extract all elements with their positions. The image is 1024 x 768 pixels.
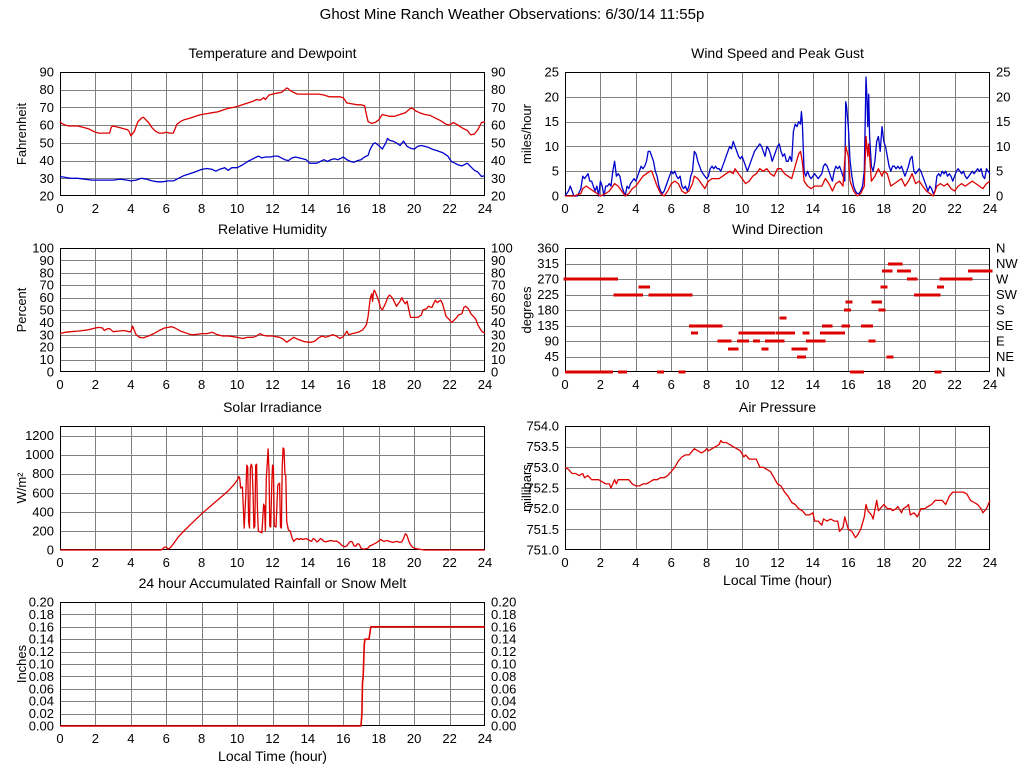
x-tick-label: 20 xyxy=(406,377,422,392)
y-tick-label-right: 80 xyxy=(491,265,506,281)
x-tick-label: 14 xyxy=(300,731,316,746)
y-axis-label: W/m² xyxy=(14,472,29,504)
x-tick-label: 8 xyxy=(703,555,711,570)
x-tick-label: 18 xyxy=(876,555,891,570)
x-tick-label: 18 xyxy=(371,201,386,216)
chart-title: Relative Humidity xyxy=(218,221,327,237)
x-tick-label: 24 xyxy=(477,201,493,216)
y-tick-label: 70 xyxy=(39,277,54,293)
y-tick-label: 315 xyxy=(537,256,559,271)
y-tick-label-right: 0.16 xyxy=(491,619,517,635)
y-tick-label: 0 xyxy=(46,542,54,558)
y-tick-label: 752.5 xyxy=(526,480,559,496)
y-tick-label-right: 0.08 xyxy=(491,668,517,684)
y-tick-label: 200 xyxy=(32,523,54,539)
y-axis-label: degrees xyxy=(519,286,534,334)
x-tick-label: 22 xyxy=(947,555,962,570)
x-tick-label: 8 xyxy=(198,201,206,216)
y-tick-label-right: 80 xyxy=(491,82,506,98)
x-tick-label: 4 xyxy=(632,201,640,216)
plot-area xyxy=(39,64,506,216)
y-tick-label-right: 30 xyxy=(491,327,506,343)
x-tick-label: 0 xyxy=(56,201,64,216)
x-tick-label: 22 xyxy=(442,377,457,392)
x-tick-label: 22 xyxy=(947,377,962,392)
plot-area xyxy=(25,426,493,570)
y-tick-label: 753.0 xyxy=(526,459,559,475)
y-tick-label: 751.5 xyxy=(526,521,559,537)
x-tick-label: 8 xyxy=(703,377,711,392)
y-axis-label: Percent xyxy=(14,287,29,333)
y-tick-label-right: 60 xyxy=(491,290,506,306)
y-tick-label-right: 0.18 xyxy=(491,606,517,622)
y-tick-label-right: 0.10 xyxy=(491,656,517,672)
chart-wind-direction xyxy=(519,221,1018,392)
x-tick-label: 2 xyxy=(596,377,605,392)
y-tick-label-right: 70 xyxy=(491,277,506,293)
y-tick-label: 800 xyxy=(32,466,54,482)
y-tick-label-right: 0.14 xyxy=(491,631,517,647)
x-tick-label: 22 xyxy=(442,201,457,216)
chart-title: Wind Speed and Peak Gust xyxy=(691,45,864,61)
y-tick-label: 100 xyxy=(32,240,54,256)
y-tick-label-right: 5 xyxy=(996,163,1004,179)
x-tick-label: 24 xyxy=(477,731,493,746)
y-axis-label: miles/hour xyxy=(519,104,534,164)
plot-area xyxy=(537,240,1018,392)
y-tick-label: 0.10 xyxy=(28,656,54,672)
y-tick-label: 751.0 xyxy=(526,542,559,558)
y-tick-label-right: 0.04 xyxy=(491,693,517,709)
x-tick-label: 24 xyxy=(982,555,998,570)
plot-area xyxy=(32,240,513,392)
x-tick-label: 16 xyxy=(336,731,351,746)
x-tick-label: 18 xyxy=(371,377,386,392)
x-tick-label: 16 xyxy=(841,377,856,392)
x-tick-label: 20 xyxy=(406,555,422,570)
x-tick-label: 20 xyxy=(911,555,927,570)
y-tick-label: 0.20 xyxy=(28,594,54,610)
x-tick-label: 0 xyxy=(561,201,569,216)
x-tick-label: 20 xyxy=(911,377,927,392)
x-tick-label: 18 xyxy=(876,201,891,216)
y-tick-label-right: W xyxy=(996,271,1009,287)
x-tick-label: 12 xyxy=(265,377,280,392)
series-pressure xyxy=(565,441,990,538)
x-tick-label: 8 xyxy=(198,377,206,392)
x-tick-label: 4 xyxy=(632,377,640,392)
x-tick-label: 24 xyxy=(982,377,998,392)
x-tick-label: 24 xyxy=(477,555,493,570)
y-tick-label-right: 25 xyxy=(996,64,1011,80)
y-tick-label: 754.0 xyxy=(526,418,559,434)
x-tick-label: 0 xyxy=(56,731,64,746)
x-tick-label: 14 xyxy=(300,377,316,392)
x-tick-label: 6 xyxy=(162,555,170,570)
y-tick-label-right: 20 xyxy=(491,339,506,355)
x-tick-label: 16 xyxy=(841,201,856,216)
y-tick-label: 40 xyxy=(39,314,54,330)
x-tick-label: 18 xyxy=(371,731,386,746)
x-tick-label: 22 xyxy=(442,731,457,746)
y-tick-label-right: NE xyxy=(996,349,1015,364)
x-tick-label: 8 xyxy=(198,555,206,570)
x-tick-label: 2 xyxy=(91,555,100,570)
y-tick-label: 1000 xyxy=(25,447,54,463)
x-tick-label: 16 xyxy=(336,201,351,216)
x-tick-label: 14 xyxy=(805,201,821,216)
y-tick-label-right: 100 xyxy=(491,240,513,256)
y-tick-label: 0 xyxy=(46,364,54,380)
chart-solar-irradiance xyxy=(14,399,493,570)
x-tick-label: 0 xyxy=(561,377,569,392)
x-tick-label: 10 xyxy=(229,731,245,746)
y-tick-label: 1200 xyxy=(25,428,54,444)
y-tick-label-right: 0.02 xyxy=(491,706,517,722)
chart-title: Wind Direction xyxy=(731,221,824,237)
chart-wind-speed-gust xyxy=(519,45,1011,216)
x-axis-label: Local Time (hour) xyxy=(218,748,327,764)
x-tick-label: 20 xyxy=(911,201,927,216)
x-tick-label: 8 xyxy=(703,201,711,216)
y-tick-label-right: 0.06 xyxy=(491,681,517,697)
x-tick-label: 0 xyxy=(56,377,64,392)
y-tick-label-right: 90 xyxy=(491,64,506,80)
x-tick-label: 12 xyxy=(770,377,785,392)
y-tick-label: 753.5 xyxy=(526,439,559,455)
y-tick-label: 400 xyxy=(32,504,54,520)
y-tick-label-right: 90 xyxy=(491,252,506,268)
x-tick-label: 22 xyxy=(947,201,962,216)
x-tick-label: 4 xyxy=(127,555,135,570)
chart-title: Air Pressure xyxy=(738,399,817,415)
y-tick-label: 0 xyxy=(551,364,559,380)
y-tick-label: 80 xyxy=(39,265,54,281)
x-tick-label: 14 xyxy=(300,201,316,216)
x-tick-label: 18 xyxy=(876,377,891,392)
x-tick-label: 4 xyxy=(632,555,640,570)
y-tick-label-right: 10 xyxy=(491,352,506,368)
y-tick-label: 60 xyxy=(39,290,54,306)
y-axis-label: Inches xyxy=(14,644,29,684)
x-tick-label: 2 xyxy=(596,555,605,570)
x-tick-label: 2 xyxy=(91,377,100,392)
y-tick-label-right: 20 xyxy=(491,188,506,204)
x-tick-label: 12 xyxy=(770,201,785,216)
series-dewpoint xyxy=(60,138,485,181)
x-tick-label: 24 xyxy=(982,201,998,216)
y-tick-label: 20 xyxy=(39,339,54,355)
y-tick-label: 45 xyxy=(544,349,559,364)
x-tick-label: 6 xyxy=(667,377,675,392)
y-tick-label-right: 0.12 xyxy=(491,644,517,660)
y-tick-label: 0.04 xyxy=(28,693,54,709)
y-tick-label: 25 xyxy=(544,64,559,80)
y-tick-label: 10 xyxy=(39,352,54,368)
x-tick-label: 10 xyxy=(229,555,245,570)
chart-title: Solar Irradiance xyxy=(223,399,322,415)
y-tick-label-right: 40 xyxy=(491,314,506,330)
page-title: Ghost Mine Ranch Weather Observations: 6/30/14 11:55p xyxy=(319,6,705,23)
y-tick-label-right: E xyxy=(996,333,1005,349)
y-tick-label: 20 xyxy=(544,89,559,105)
y-tick-label: 80 xyxy=(39,82,54,98)
y-tick-label: 15 xyxy=(544,114,559,130)
series-irradiance xyxy=(60,448,485,550)
y-tick-label: 600 xyxy=(32,485,54,501)
chart-title: Temperature and Dewpoint xyxy=(188,45,357,61)
y-tick-label: 50 xyxy=(39,135,54,151)
y-tick-label-right: 30 xyxy=(491,170,506,186)
x-tick-label: 4 xyxy=(127,731,135,746)
y-tick-label-right: 40 xyxy=(491,153,506,169)
y-tick-label: 60 xyxy=(39,117,54,133)
x-tick-label: 2 xyxy=(91,731,100,746)
y-tick-label-right: 50 xyxy=(491,302,506,318)
x-tick-label: 10 xyxy=(229,377,245,392)
x-tick-label: 6 xyxy=(667,201,675,216)
x-tick-label: 20 xyxy=(406,731,422,746)
x-tick-label: 8 xyxy=(198,731,206,746)
x-tick-label: 0 xyxy=(561,555,569,570)
y-tick-label: 10 xyxy=(544,138,559,154)
x-tick-label: 6 xyxy=(667,555,675,570)
y-tick-label: 5 xyxy=(551,163,559,179)
y-tick-label: 40 xyxy=(39,153,54,169)
x-tick-label: 14 xyxy=(805,555,821,570)
y-tick-label: 20 xyxy=(39,188,54,204)
y-tick-label: 0.06 xyxy=(28,681,54,697)
y-tick-label-right: 0 xyxy=(491,364,499,380)
y-tick-label-right: N xyxy=(996,364,1006,380)
x-tick-label: 0 xyxy=(56,555,64,570)
y-tick-label-right: 15 xyxy=(996,114,1011,130)
y-tick-label: 0 xyxy=(551,188,559,204)
x-tick-label: 2 xyxy=(596,201,605,216)
x-tick-label: 2 xyxy=(91,201,100,216)
y-tick-label: 0.16 xyxy=(28,619,54,635)
x-tick-label: 12 xyxy=(265,555,280,570)
y-tick-label: 50 xyxy=(39,302,54,318)
y-tick-label: 360 xyxy=(537,240,559,256)
series-temperature xyxy=(60,88,485,136)
y-tick-label: 0.08 xyxy=(28,668,54,684)
y-tick-label-right: S xyxy=(996,302,1005,318)
y-tick-label-right: 0 xyxy=(996,188,1004,204)
y-tick-label: 0.02 xyxy=(28,706,54,722)
x-tick-label: 6 xyxy=(162,377,170,392)
chart-rainfall xyxy=(14,575,517,764)
plot-area xyxy=(544,64,1011,216)
x-tick-label: 12 xyxy=(265,201,280,216)
x-tick-label: 10 xyxy=(229,201,245,216)
x-tick-label: 14 xyxy=(805,377,821,392)
y-tick-label: 0.12 xyxy=(28,644,54,660)
y-tick-label: 30 xyxy=(39,170,54,186)
y-tick-label-right: 0.00 xyxy=(491,718,517,734)
y-tick-label: 0.18 xyxy=(28,606,54,622)
y-tick-label-right: SW xyxy=(996,287,1017,302)
y-tick-label: 0.14 xyxy=(28,631,54,647)
x-tick-label: 22 xyxy=(442,555,457,570)
chart-air-pressure xyxy=(519,399,998,588)
y-tick-label-right: 10 xyxy=(996,138,1011,154)
x-tick-label: 10 xyxy=(734,377,750,392)
y-tick-label: 90 xyxy=(544,333,559,349)
y-tick-label: 225 xyxy=(537,287,559,302)
y-tick-label-right: 70 xyxy=(491,99,506,115)
x-tick-label: 16 xyxy=(841,555,856,570)
x-tick-label: 14 xyxy=(300,555,316,570)
x-tick-label: 6 xyxy=(162,731,170,746)
plot-area xyxy=(28,594,517,746)
y-tick-label-right: NW xyxy=(996,256,1018,271)
y-tick-label: 0.00 xyxy=(28,718,54,734)
y-tick-label-right: 50 xyxy=(491,135,506,151)
y-tick-label: 90 xyxy=(39,64,54,80)
chart-title: 24 hour Accumulated Rainfall or Snow Melt xyxy=(138,575,407,591)
x-tick-label: 12 xyxy=(265,731,280,746)
x-tick-label: 16 xyxy=(336,555,351,570)
y-tick-label-right: 0.20 xyxy=(491,594,517,610)
y-tick-label-right: N xyxy=(996,240,1006,256)
x-tick-label: 10 xyxy=(734,201,750,216)
x-tick-label: 20 xyxy=(406,201,422,216)
x-tick-label: 4 xyxy=(127,201,135,216)
y-axis-label: Fahrenheit xyxy=(14,102,29,166)
y-tick-label: 270 xyxy=(537,271,559,287)
plot-border xyxy=(566,73,990,196)
y-tick-label: 752.0 xyxy=(526,501,559,517)
chart-relative-humidity xyxy=(14,221,513,392)
y-tick-label: 70 xyxy=(39,99,54,115)
y-tick-label: 90 xyxy=(39,252,54,268)
x-tick-label: 16 xyxy=(336,377,351,392)
y-tick-label-right: SE xyxy=(996,318,1014,333)
x-tick-label: 12 xyxy=(770,555,785,570)
chart-temperature-dewpoint xyxy=(14,45,506,216)
x-tick-label: 18 xyxy=(371,555,386,570)
y-tick-label: 135 xyxy=(537,318,559,333)
y-tick-label: 30 xyxy=(39,327,54,343)
series-peak-gust xyxy=(565,77,990,196)
y-tick-label-right: 20 xyxy=(996,89,1011,105)
y-axis-label: millibars xyxy=(519,464,534,512)
x-tick-label: 10 xyxy=(734,555,750,570)
x-tick-label: 24 xyxy=(477,377,493,392)
x-tick-label: 6 xyxy=(162,201,170,216)
y-tick-label-right: 60 xyxy=(491,117,506,133)
x-axis-label: Local Time (hour) xyxy=(723,572,832,588)
y-tick-label: 180 xyxy=(537,302,559,318)
x-tick-label: 4 xyxy=(127,377,135,392)
